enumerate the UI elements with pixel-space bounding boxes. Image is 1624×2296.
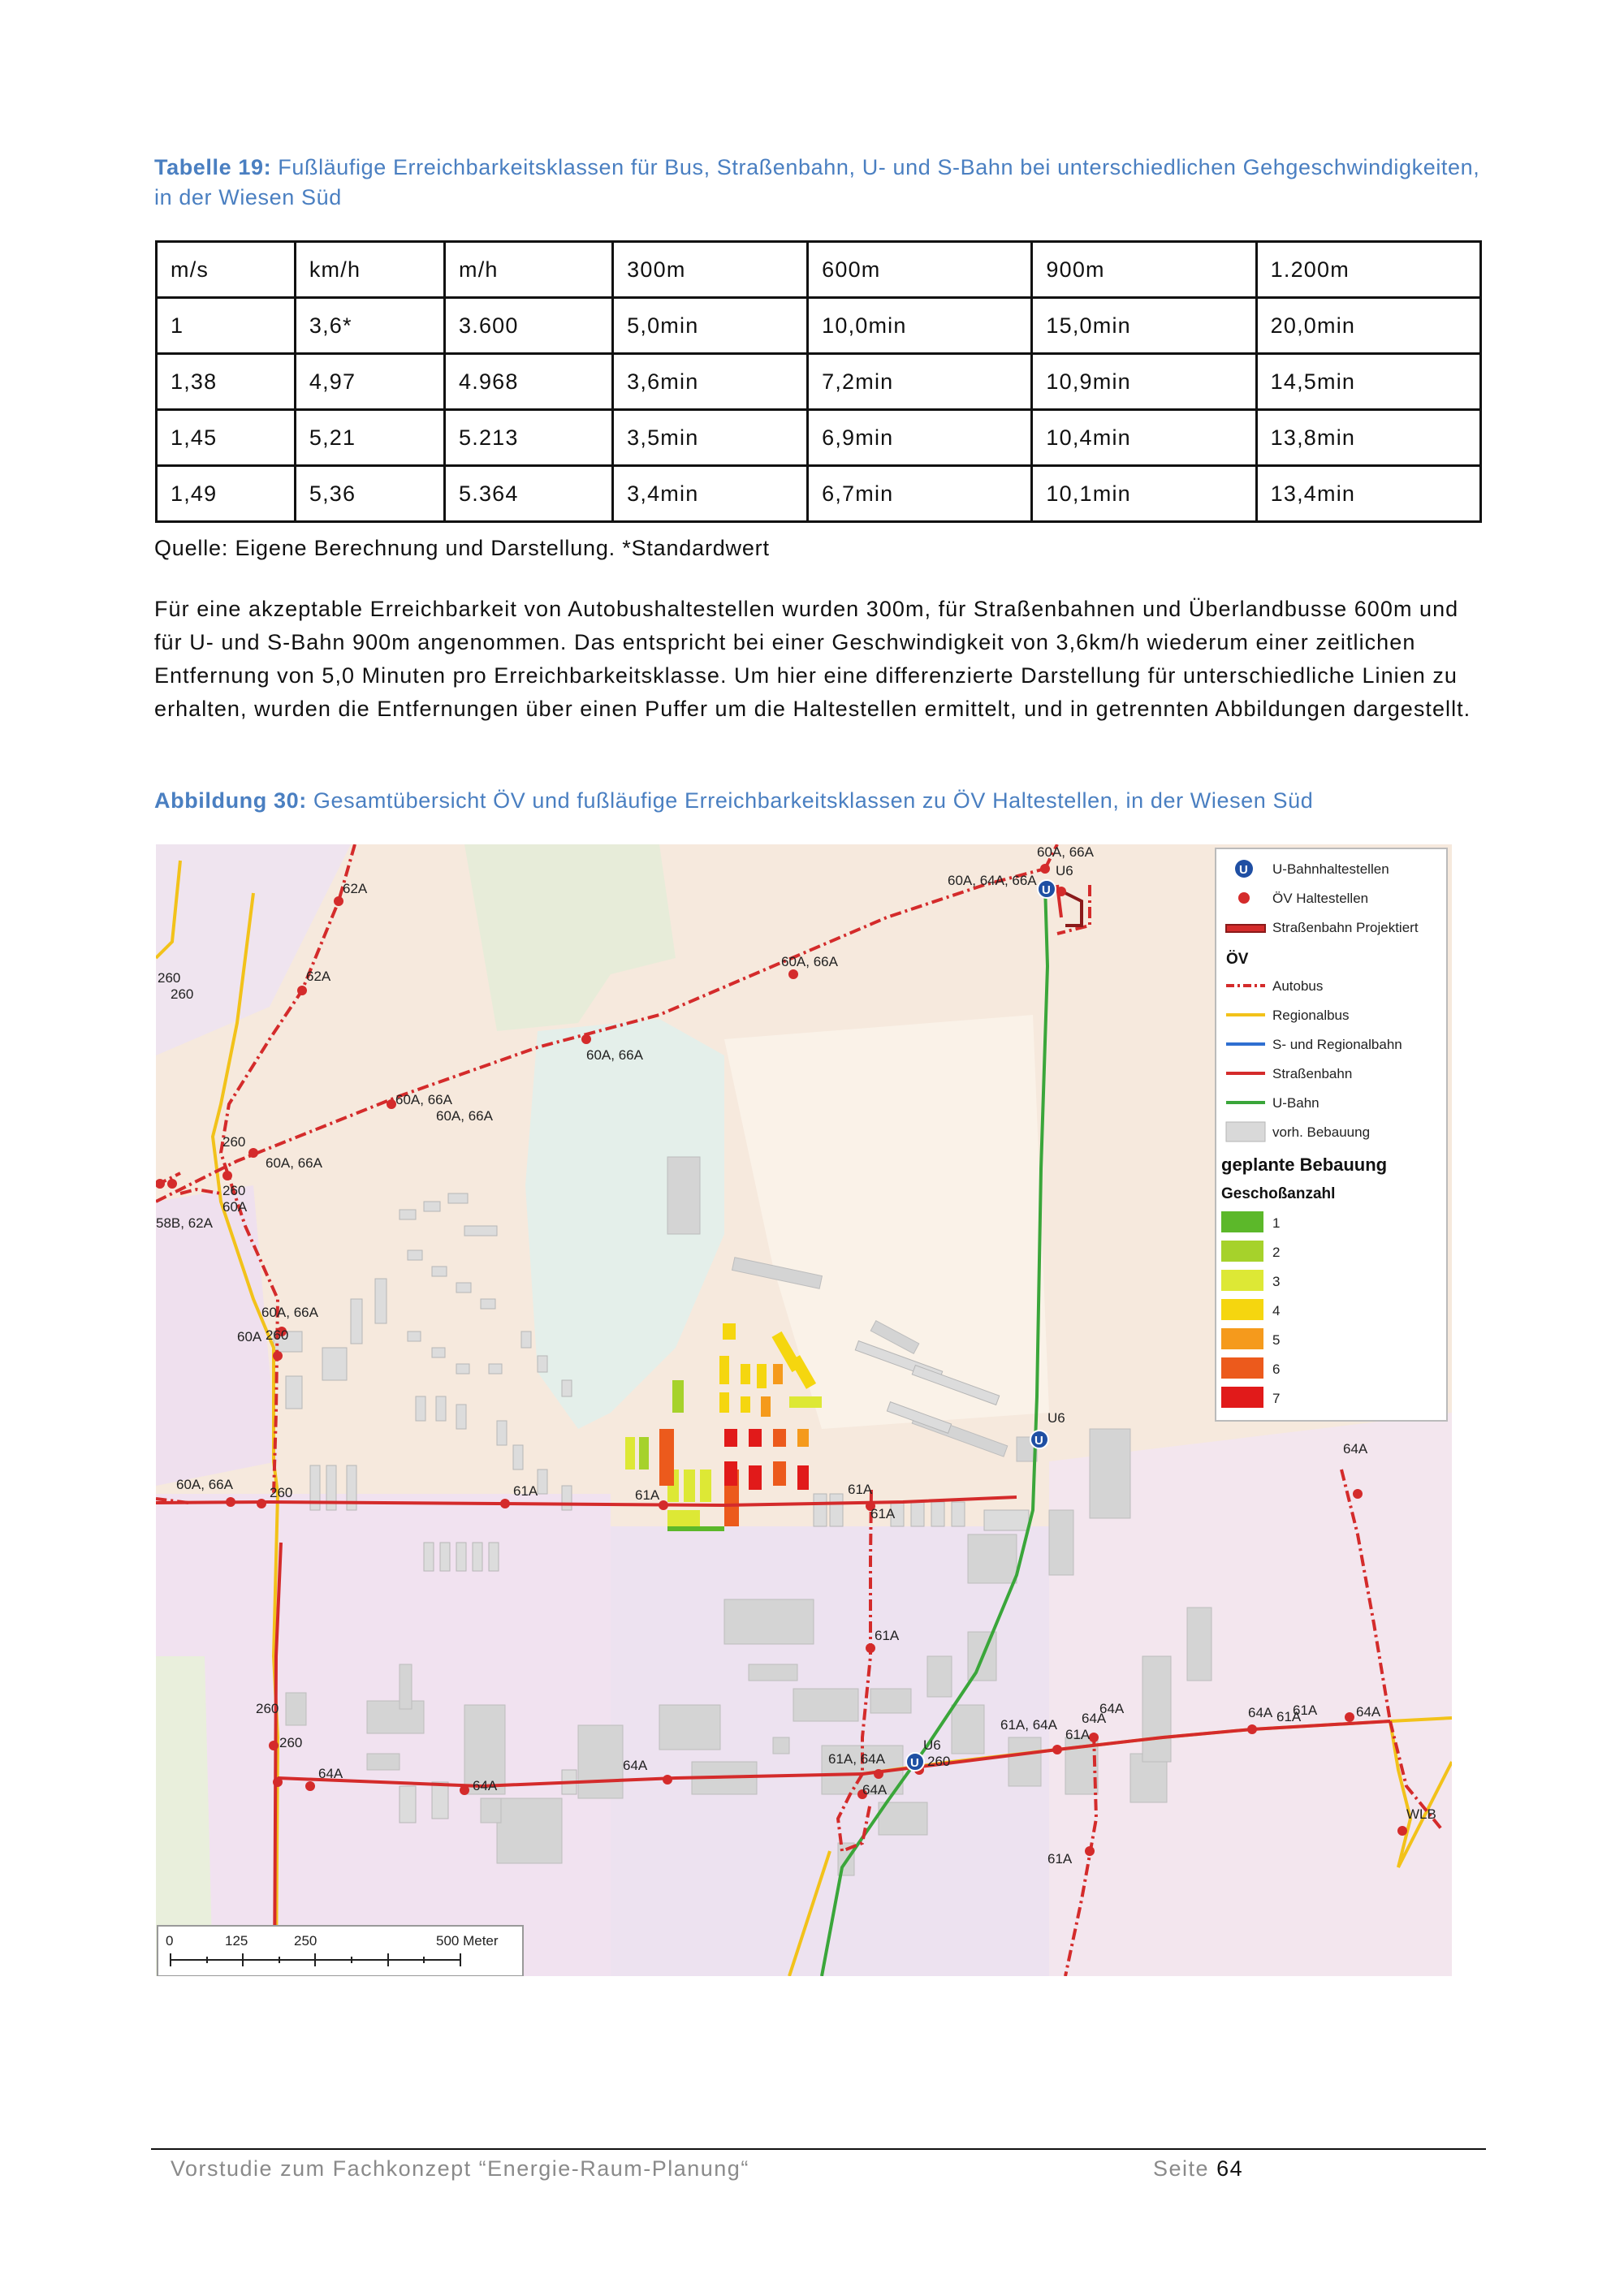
table-header-cell: m/h — [445, 242, 613, 298]
table-row — [157, 354, 1481, 410]
planned-building-7 — [749, 1429, 762, 1447]
stop-label: 260 — [256, 1701, 279, 1716]
stop-label: 64A — [623, 1758, 648, 1773]
stop-label: 61A — [635, 1487, 660, 1503]
planned-building-5 — [773, 1364, 783, 1384]
planned-building-7 — [724, 1461, 737, 1486]
table-cell: 3,4min — [613, 466, 808, 522]
reachability-table — [155, 240, 1482, 523]
legend-existing-buildings — [1226, 1122, 1370, 1142]
table-cell: 3.600 — [445, 298, 613, 354]
ubahn-stop-icon — [1030, 1431, 1048, 1448]
table-row — [157, 410, 1481, 466]
oev-stop — [1353, 1489, 1363, 1499]
legend-label: vorh. Bebauung — [1272, 1124, 1371, 1140]
stop-label: U6 — [1047, 1410, 1065, 1426]
legend-label: U-Bahn — [1272, 1095, 1320, 1111]
oev-stop — [581, 1034, 591, 1044]
ubahn-stop-icon — [1038, 880, 1056, 898]
table-cell: 1 — [157, 298, 296, 354]
stop-label: 64A — [862, 1782, 888, 1798]
stop-label: 260 — [171, 986, 194, 1002]
stop-label: 60A, 66A — [586, 1047, 643, 1063]
oev-stop — [500, 1499, 510, 1508]
legend-label: Straßenbahn — [1272, 1066, 1353, 1081]
table-header-cell: 300m — [613, 242, 808, 298]
table-caption-text: Fußläufige Erreichbarkeitsklassen für Bus, Straßenbahn, U- und S-Bahn bei unterschiedlichen Gehgeschwindigkeiten, in der Wiesen Süd — [154, 155, 1480, 209]
table-cell: 20,0min — [1256, 298, 1480, 354]
legend-floor-label: 5 — [1272, 1332, 1281, 1348]
oev-stop — [1345, 1712, 1354, 1722]
planned-building-3 — [700, 1470, 711, 1502]
table-cell: 3,5min — [613, 410, 808, 466]
planned-building-6 — [773, 1461, 786, 1486]
table-cell: 14,5min — [1256, 354, 1480, 410]
oev-stop — [1040, 864, 1050, 874]
planned-building-5 — [761, 1396, 771, 1417]
stop-label: 61A — [848, 1482, 873, 1497]
stop-label: 61A — [513, 1483, 538, 1499]
svg-text:U: U — [1034, 1434, 1043, 1448]
stop-label: WLB — [1406, 1806, 1436, 1822]
table-cell: 3,6* — [295, 298, 444, 354]
table-cell: 4,97 — [295, 354, 444, 410]
oev-stop — [226, 1497, 235, 1507]
legend-floor-swatch — [1221, 1241, 1263, 1262]
planned-building-3 — [684, 1470, 695, 1502]
oev-stop — [874, 1769, 883, 1779]
table-cell: 5.213 — [445, 410, 613, 466]
oev-stop — [866, 1643, 875, 1653]
oev-stop — [222, 1171, 232, 1180]
figure-caption-label: Abbildung 30: — [154, 788, 307, 813]
table-caption-label: Tabelle 19: — [154, 155, 272, 179]
table-header-cell: m/s — [157, 242, 296, 298]
legend-label: S- und Regionalbahn — [1272, 1037, 1402, 1052]
stop-label: 64A — [1099, 1701, 1125, 1716]
stop-label: 58B, 62A — [156, 1215, 213, 1231]
legend-label: Regionalbus — [1272, 1008, 1350, 1023]
stop-label: 60A, 66A — [176, 1477, 233, 1492]
table-cell: 10,9min — [1032, 354, 1256, 410]
planned-building-1 — [667, 1526, 724, 1531]
planned-building-3 — [789, 1396, 822, 1408]
legend-floor-label: 4 — [1272, 1303, 1281, 1318]
table-cell: 1,49 — [157, 466, 296, 522]
oev-stop — [257, 1499, 266, 1508]
table-header-row — [157, 242, 1481, 298]
table-row — [157, 466, 1481, 522]
table-cell: 10,0min — [808, 298, 1032, 354]
legend-floor-label: 2 — [1272, 1245, 1281, 1260]
stop-label: 61A — [1293, 1703, 1318, 1718]
oev-stop — [273, 1351, 283, 1361]
footer-rule — [151, 2148, 1486, 2150]
planned-building-6 — [659, 1429, 674, 1486]
table-row — [157, 298, 1481, 354]
legend-floor-label: 7 — [1272, 1391, 1281, 1406]
legend-tram-projected-symbol — [1226, 925, 1265, 932]
stop-label: 60A, 64A, 66A — [948, 873, 1037, 888]
stop-label: 260 — [270, 1485, 293, 1500]
planned-building-6 — [773, 1429, 786, 1447]
table-cell: 10,4min — [1032, 410, 1256, 466]
planned-building-2 — [639, 1437, 649, 1470]
stop-label: 64A — [1343, 1441, 1368, 1457]
stop-label: 61A — [1065, 1727, 1091, 1742]
planned-building-3 — [667, 1510, 700, 1526]
stop-label: 62A — [306, 969, 331, 984]
legend-label: ÖV Haltestellen — [1272, 891, 1369, 906]
planned-building-4 — [719, 1356, 729, 1384]
table-header-cell: 600m — [808, 242, 1032, 298]
oev-stop — [1056, 887, 1066, 896]
legend-floor-label: 6 — [1272, 1362, 1281, 1377]
stop-label: 64A — [1356, 1704, 1381, 1720]
table-header-cell: 900m — [1032, 242, 1256, 298]
oev-stop — [788, 969, 798, 979]
map-legend — [1216, 848, 1447, 1421]
planned-building-4 — [719, 1392, 729, 1413]
oev-stop — [297, 986, 307, 995]
stop-label: 60A, 66A — [436, 1108, 493, 1124]
oev-stop — [334, 896, 343, 906]
stop-label: 60A — [237, 1329, 262, 1344]
source-note: Quelle: Eigene Berechnung und Darstellung. *Standardwert — [154, 536, 770, 560]
stop-label: 260 — [158, 970, 181, 986]
scale-tick-label: 125 — [225, 1933, 248, 1949]
transit-map — [156, 844, 1452, 1976]
table-cell: 5,21 — [295, 410, 444, 466]
figure-caption-text: Gesamtübersicht ÖV und fußläufige Erreichbarkeitsklassen zu ÖV Haltestellen, in der Wiesen Süd — [313, 788, 1314, 813]
table-cell: 5.364 — [445, 466, 613, 522]
stop-label: 60A, 66A — [266, 1155, 322, 1171]
stop-label: 60A, 66A — [261, 1305, 318, 1320]
legend-existing-buildings-swatch — [1226, 1122, 1265, 1142]
stop-label: 61A — [1047, 1851, 1073, 1867]
stop-label: 61A, 64A — [828, 1751, 885, 1767]
table-cell: 5,36 — [295, 466, 444, 522]
legend-subheading: Geschoßanzahl — [1221, 1185, 1336, 1202]
planned-building-7 — [749, 1465, 762, 1490]
planned-building-7 — [797, 1465, 809, 1490]
scale-bar — [158, 1926, 523, 1976]
legend-floor-swatch — [1221, 1211, 1263, 1232]
legend-heading: geplante Bebauung — [1221, 1154, 1388, 1175]
table-cell: 10,1min — [1032, 466, 1256, 522]
stop-label: 260 — [266, 1327, 289, 1343]
footer-title: Vorstudie zum Fachkonzept “Energie-Raum-Planung“ — [171, 2156, 749, 2181]
legend-floor-label: 3 — [1272, 1274, 1281, 1289]
oev-stop — [305, 1781, 315, 1791]
footer-page-label: Seite — [1153, 2156, 1210, 2181]
oev-stop — [659, 1500, 668, 1510]
zone-purple — [156, 1494, 611, 1976]
planned-building-4 — [723, 1323, 736, 1340]
legend-label: U-Bahnhaltestellen — [1272, 861, 1389, 877]
table-cell: 4.968 — [445, 354, 613, 410]
footer-page — [1153, 2156, 1243, 2182]
oev-stop — [167, 1179, 177, 1189]
oev-stop — [1247, 1724, 1257, 1734]
stop-label: 60A, 66A — [781, 954, 838, 969]
oev-stop — [1085, 1846, 1095, 1856]
stop-label: 61A — [870, 1506, 896, 1521]
stop-label: 64A — [1082, 1711, 1107, 1726]
legend-floor-label: 1 — [1272, 1215, 1281, 1231]
legend-floor-swatch — [1221, 1328, 1263, 1349]
stop-label: 260 — [279, 1735, 303, 1750]
planned-building-2 — [672, 1380, 684, 1413]
table-caption — [154, 153, 1494, 213]
scale-tick-label: 0 — [166, 1933, 174, 1949]
legend-floor-swatch — [1221, 1299, 1263, 1320]
legend-floor-swatch — [1221, 1270, 1263, 1291]
planned-building-4 — [741, 1396, 750, 1413]
table-header-cell: 1.200m — [1256, 242, 1480, 298]
table-cell: 6,7min — [808, 466, 1032, 522]
stop-label: 64A — [473, 1778, 498, 1793]
planned-building-4 — [757, 1364, 767, 1388]
ubahn-stop-icon — [906, 1753, 924, 1771]
stop-label: 64A — [318, 1766, 343, 1781]
table-header-cell: km/h — [295, 242, 444, 298]
oev-stop — [1397, 1826, 1407, 1836]
oev-stop — [1089, 1733, 1099, 1742]
svg-text:U: U — [910, 1756, 919, 1770]
stop-label: 260 — [222, 1134, 246, 1150]
stop-label: U6 — [1056, 863, 1073, 878]
footer-page-number: 64 — [1216, 2156, 1244, 2181]
legend-heading: ÖV — [1226, 951, 1249, 968]
legend-floor-swatch — [1221, 1357, 1263, 1379]
oev-stop — [460, 1785, 469, 1795]
legend-label: Straßenbahn Projektiert — [1272, 920, 1419, 935]
figure-caption — [154, 786, 1494, 816]
table-cell: 3,6min — [613, 354, 808, 410]
planned-building-5 — [797, 1429, 809, 1447]
oev-stop — [248, 1148, 258, 1158]
legend-floor-swatch — [1221, 1387, 1263, 1408]
oev-stop — [1052, 1745, 1062, 1754]
stop-label: 61A — [1276, 1709, 1302, 1724]
table-cell: 7,2min — [808, 354, 1032, 410]
svg-text:U: U — [1239, 863, 1248, 877]
stop-label: U6 — [923, 1737, 941, 1753]
table-cell: 15,0min — [1032, 298, 1256, 354]
stop-label: 260 — [927, 1754, 951, 1769]
stop-label: 61A, 64A — [1000, 1717, 1057, 1733]
table-cell: 1,45 — [157, 410, 296, 466]
table-cell: 13,4min — [1256, 466, 1480, 522]
table-cell: 13,8min — [1256, 410, 1480, 466]
stop-label: 64A — [1248, 1705, 1273, 1720]
stop-label: 62A — [343, 881, 368, 896]
oev-stop — [663, 1775, 672, 1785]
svg-text:U: U — [1042, 883, 1051, 897]
table-cell: 6,9min — [808, 410, 1032, 466]
planned-building-7 — [724, 1429, 737, 1447]
legend-label: Autobus — [1272, 978, 1324, 994]
planned-building-3 — [625, 1437, 635, 1470]
stop-label: 60A, 66A — [1037, 844, 1094, 860]
body-paragraph: Für eine akzeptable Erreichbarkeit von Autobushaltestellen wurden 300m, für Straßenbahnen und Überlandbusse 600m und für U- und S-Bahn 900m angenommen. Das entspricht bei einer Geschwindigkeit von 3,6km/h wiederum einer zeitlichen Entfernung von 5,0 Minuten pro Erreichbarkeitsklasse. Um hier eine differenzierte Darstellung für unterschiedliche Linien zu erhalten, wurden die Entfernungen über einen Puffer um die Haltestellen ermittelt, und in getrennten Abbildungen dargestellt. — [154, 597, 1471, 721]
table-cell: 1,38 — [157, 354, 296, 410]
scale-tick-label: 250 — [294, 1933, 317, 1949]
planned-building-4 — [741, 1364, 750, 1384]
oev-stop — [269, 1741, 279, 1750]
stop-label: 60A — [222, 1199, 248, 1215]
stop-label: 60A, 66A — [395, 1092, 452, 1107]
legend-oev-stop-icon — [1238, 892, 1250, 904]
oev-stop — [273, 1777, 283, 1787]
scale-tick-label: 500 Meter — [436, 1933, 499, 1949]
stop-label: 260 — [222, 1183, 246, 1198]
stop-label: 61A — [875, 1628, 900, 1643]
table-cell: 5,0min — [613, 298, 808, 354]
